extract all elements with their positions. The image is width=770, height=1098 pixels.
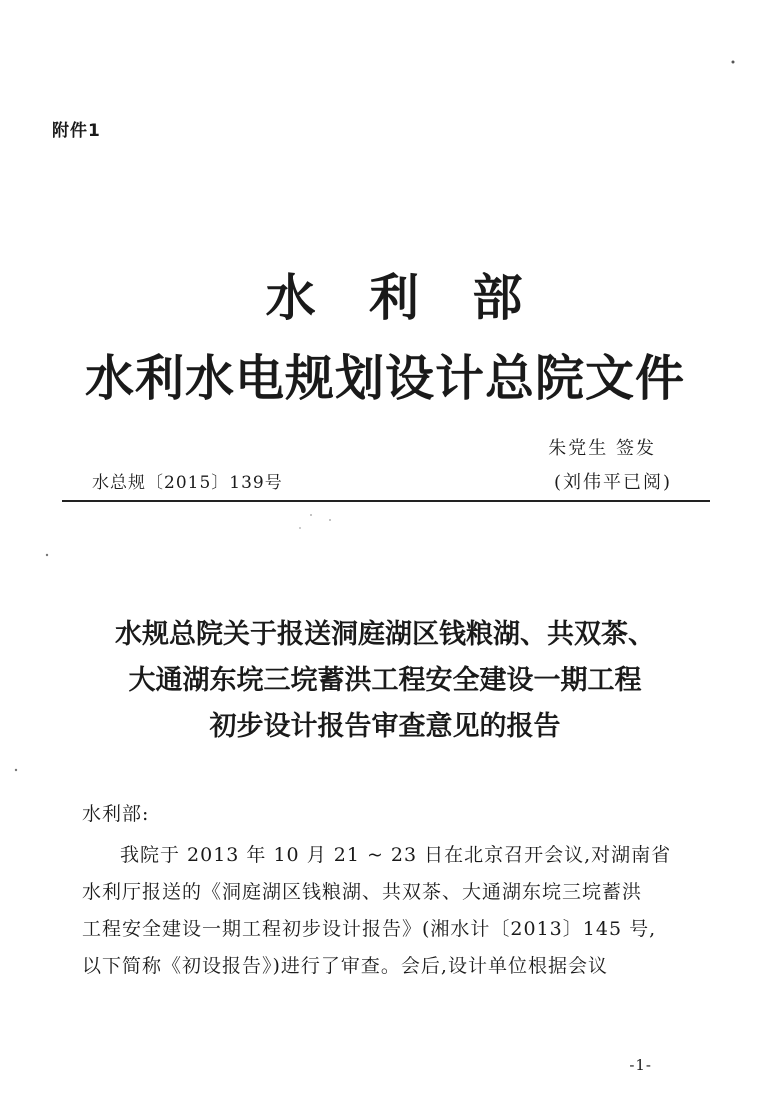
- header-divider: [62, 500, 710, 502]
- body-line-1: 我院于 2013 年 10 月 21 ~ 23 日在北京召开会议,对湖南省: [120, 844, 672, 866]
- document-title: [0, 612, 770, 750]
- attachment-label: 附件1: [52, 121, 101, 141]
- title-line-1: 水规总院关于报送洞庭湖区钱粮湖、共双茶、: [115, 619, 655, 650]
- salutation: 水利部:: [82, 803, 150, 825]
- body-line-3: 工程安全建设一期工程初步设计报告》(湘水计〔2013〕145 号,: [82, 918, 657, 940]
- reviewed-note: (刘伟平已阅): [553, 472, 672, 493]
- page-number: -1-: [629, 1056, 652, 1074]
- body-line-4: 以下简称《初设报告》)进行了审查。会后,设计单位根据会议: [82, 955, 608, 977]
- body-line-2: 水利厅报送的《洞庭湖区钱粮湖、共双茶、大通湖东垸三垸蓄洪: [82, 881, 643, 903]
- issuing-ministry: 水 利 部: [265, 268, 541, 327]
- issuing-institute: 水利水电规划设计总院文件: [84, 349, 685, 407]
- signer-line: 朱党生 签发: [548, 438, 656, 459]
- title-line-2: 大通湖东垸三垸蓄洪工程安全建设一期工程: [128, 665, 642, 696]
- body-paragraph: [82, 837, 692, 985]
- body-text: [82, 796, 692, 985]
- document-number: 水总规〔2015〕139号: [92, 473, 283, 493]
- title-line-3: 初步设计报告审查意见的报告: [209, 711, 561, 742]
